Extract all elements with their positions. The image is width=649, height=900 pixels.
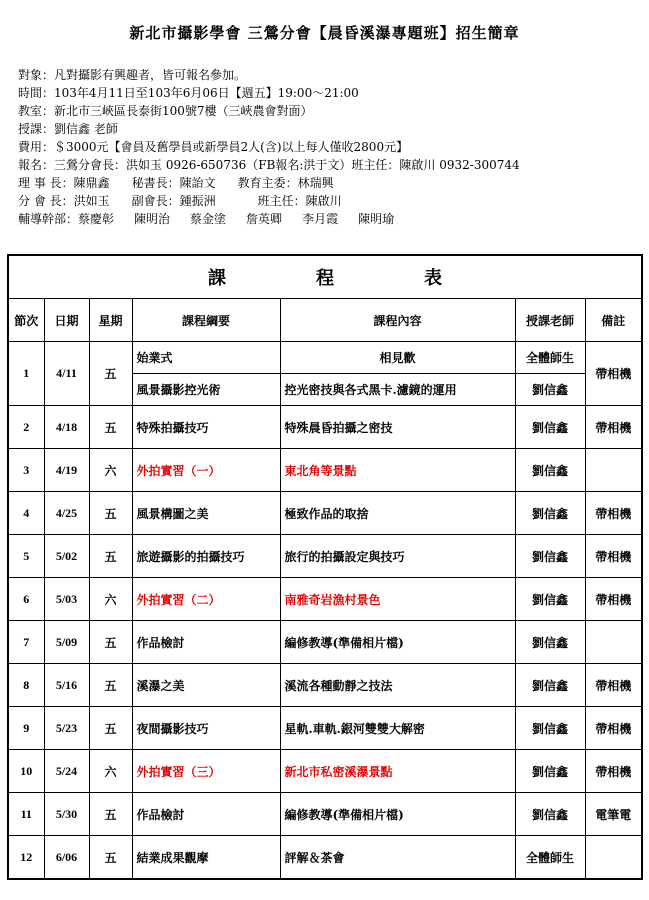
vice-head: 副會長：鍾振洲 bbox=[131, 194, 216, 208]
cell-session: 5 bbox=[8, 535, 44, 578]
table-caption bbox=[8, 255, 642, 299]
table-row bbox=[8, 836, 642, 880]
cell-teacher: 劉信鑫 bbox=[515, 535, 585, 578]
cell-outline: 外拍實習（二） bbox=[132, 578, 280, 621]
cell-session: 2 bbox=[8, 406, 44, 449]
cell-date: 4/11 bbox=[44, 342, 89, 406]
cell-content: 相見歡 bbox=[280, 342, 515, 374]
cell-weekday: 五 bbox=[89, 664, 132, 707]
mentor: 詹英卿 bbox=[246, 212, 283, 226]
table-row bbox=[8, 535, 642, 578]
cell-weekday: 五 bbox=[89, 621, 132, 664]
cell-outline: 特殊拍攝技巧 bbox=[132, 406, 280, 449]
mentor: 陳明治 bbox=[134, 212, 171, 226]
branch-head: 分 會 長：洪如玉 bbox=[18, 194, 110, 208]
caption-char: 程 bbox=[316, 268, 335, 289]
mentor: 陳明瑜 bbox=[358, 212, 395, 226]
cell-outline: 旅遊攝影的拍攝技巧 bbox=[132, 535, 280, 578]
cell-note: 帶相機 bbox=[585, 492, 642, 535]
cell-session: 9 bbox=[8, 707, 44, 750]
cell-session: 4 bbox=[8, 492, 44, 535]
class-director: 班主任：陳啟川 bbox=[257, 194, 342, 208]
classroom-line: 教室：新北市三峽區長泰街100號7樓（三峽農會對面） bbox=[18, 104, 313, 118]
cell-date: 4/18 bbox=[44, 406, 89, 449]
cell-outline: 結業成果觀摩 bbox=[132, 836, 280, 880]
cell-note: 帶相機 bbox=[585, 707, 642, 750]
cell-date: 5/16 bbox=[44, 664, 89, 707]
staff-line-3 bbox=[18, 210, 638, 228]
teacher-line: 授課：劉信鑫 老師 bbox=[18, 122, 118, 136]
table-row bbox=[8, 449, 642, 492]
cell-note: 帶相機 bbox=[585, 578, 642, 621]
cell-content: 南雅奇岩漁村景色 bbox=[280, 578, 515, 621]
cell-teacher: 劉信鑫 bbox=[515, 374, 585, 406]
cell-teacher: 劉信鑫 bbox=[515, 621, 585, 664]
header-teacher: 授課老師 bbox=[515, 299, 585, 342]
mentor-label: 輔導幹部：蔡慶彰 bbox=[18, 212, 115, 226]
cell-content: 星軌.車軌.銀河雙雙大解密 bbox=[280, 707, 515, 750]
cell-weekday: 五 bbox=[89, 793, 132, 836]
cell-weekday: 六 bbox=[89, 449, 132, 492]
cell-date: 5/09 bbox=[44, 621, 89, 664]
cell-note: 帶相機 bbox=[585, 406, 642, 449]
cell-note: 帶相機 bbox=[585, 750, 642, 793]
cell-teacher: 劉信鑫 bbox=[515, 449, 585, 492]
cell-outline: 溪瀑之美 bbox=[132, 664, 280, 707]
cell-weekday: 六 bbox=[89, 578, 132, 621]
cell-weekday: 五 bbox=[89, 342, 132, 406]
cell-teacher: 劉信鑫 bbox=[515, 492, 585, 535]
cell-outline: 夜間攝影技巧 bbox=[132, 707, 280, 750]
cell-date: 5/02 bbox=[44, 535, 89, 578]
cell-teacher: 劉信鑫 bbox=[515, 406, 585, 449]
staff-line-2 bbox=[18, 192, 638, 210]
table-row bbox=[8, 492, 642, 535]
cell-session: 1 bbox=[8, 342, 44, 406]
table-row bbox=[8, 707, 642, 750]
cell-note: 電筆電 bbox=[585, 793, 642, 836]
cell-content: 新北市私密溪瀑景點 bbox=[280, 750, 515, 793]
header-content: 課程內容 bbox=[280, 299, 515, 342]
cell-date: 5/03 bbox=[44, 578, 89, 621]
cell-content: 旅行的拍攝設定與技巧 bbox=[280, 535, 515, 578]
header-session: 節次 bbox=[8, 299, 44, 342]
cell-content: 控光密技與各式黑卡.濾鏡的運用 bbox=[280, 374, 515, 406]
cell-session: 8 bbox=[8, 664, 44, 707]
header-date: 日期 bbox=[44, 299, 89, 342]
table-row bbox=[8, 406, 642, 449]
cell-session: 11 bbox=[8, 793, 44, 836]
cell-session: 6 bbox=[8, 578, 44, 621]
cell-note bbox=[585, 621, 642, 664]
cell-content: 特殊晨昏拍攝之密技 bbox=[280, 406, 515, 449]
cell-session: 3 bbox=[8, 449, 44, 492]
table-row bbox=[8, 793, 642, 836]
course-schedule-table bbox=[7, 254, 643, 880]
cell-session: 12 bbox=[8, 836, 44, 880]
cell-date: 5/24 bbox=[44, 750, 89, 793]
header-weekday: 星期 bbox=[89, 299, 132, 342]
cell-teacher: 全體師生 bbox=[515, 836, 585, 880]
table-header-row bbox=[8, 299, 642, 342]
cell-date: 4/25 bbox=[44, 492, 89, 535]
cell-outline: 作品檢討 bbox=[132, 621, 280, 664]
cell-note: 帶相機 bbox=[585, 535, 642, 578]
document-title: 新北市攝影學會 三鶯分會【晨昏溪瀑專題班】招生簡章 bbox=[129, 24, 520, 42]
staff-line-1 bbox=[18, 174, 638, 192]
table-row bbox=[8, 578, 642, 621]
cell-teacher: 劉信鑫 bbox=[515, 707, 585, 750]
cell-teacher: 劉信鑫 bbox=[515, 578, 585, 621]
header-outline: 課程綱要 bbox=[132, 299, 280, 342]
cell-outline: 風景攝影控光術 bbox=[132, 374, 280, 406]
table-row bbox=[8, 342, 642, 374]
caption-char: 表 bbox=[424, 268, 443, 289]
cell-date: 6/06 bbox=[44, 836, 89, 880]
table-row bbox=[8, 621, 642, 664]
cell-teacher: 劉信鑫 bbox=[515, 793, 585, 836]
cell-content: 評解＆茶會 bbox=[280, 836, 515, 880]
cell-weekday: 五 bbox=[89, 535, 132, 578]
header-note: 備註 bbox=[585, 299, 642, 342]
cell-date: 4/19 bbox=[44, 449, 89, 492]
mentor: 李月霞 bbox=[302, 212, 339, 226]
cell-note: 帶相機 bbox=[585, 664, 642, 707]
cell-session: 7 bbox=[8, 621, 44, 664]
cell-teacher: 劉信鑫 bbox=[515, 750, 585, 793]
cell-teacher: 劉信鑫 bbox=[515, 664, 585, 707]
cell-session: 10 bbox=[8, 750, 44, 793]
signup-line: 報名：三鶯分會長：洪如玉 0926-650736（FB報名:洪于文）班主任：陳啟川 0932-300744 bbox=[18, 158, 520, 172]
table-row bbox=[8, 664, 642, 707]
time-line: 時間：103年4月11日至103年6月06日【週五】19:00～21:00 bbox=[18, 86, 359, 100]
cell-outline: 作品檢討 bbox=[132, 793, 280, 836]
cell-outline: 外拍實習（一） bbox=[132, 449, 280, 492]
education-chair: 教育主委：林瑞興 bbox=[237, 176, 334, 190]
cell-weekday: 六 bbox=[89, 750, 132, 793]
cell-content: 編修教導(準備相片檔) bbox=[280, 793, 515, 836]
cell-outline: 風景構圖之美 bbox=[132, 492, 280, 535]
fee-line: 費用：＄3000元【會員及舊學員或新學員2人(含)以上每人僅收2800元】 bbox=[18, 140, 409, 154]
cell-content: 極致作品的取捨 bbox=[280, 492, 515, 535]
cell-outline: 外拍實習（三） bbox=[132, 750, 280, 793]
cell-weekday: 五 bbox=[89, 406, 132, 449]
cell-date: 5/23 bbox=[44, 707, 89, 750]
mentor: 蔡金塗 bbox=[190, 212, 227, 226]
info-section bbox=[18, 66, 638, 228]
cell-weekday: 五 bbox=[89, 707, 132, 750]
cell-weekday: 五 bbox=[89, 836, 132, 880]
cell-note bbox=[585, 836, 642, 880]
table-row bbox=[8, 750, 642, 793]
chairman: 理 事 長：陳鼎鑫 bbox=[18, 176, 110, 190]
cell-teacher: 全體師生 bbox=[515, 342, 585, 374]
target-line: 對象：凡對攝影有興趣者，皆可報名參加。 bbox=[18, 68, 247, 82]
caption-char: 課 bbox=[208, 268, 227, 289]
table-caption-row bbox=[8, 255, 642, 299]
cell-content: 東北角等景點 bbox=[280, 449, 515, 492]
cell-weekday: 五 bbox=[89, 492, 132, 535]
cell-note bbox=[585, 449, 642, 492]
cell-date: 5/30 bbox=[44, 793, 89, 836]
cell-content: 編修教導(準備相片檔) bbox=[280, 621, 515, 664]
cell-outline: 始業式 bbox=[132, 342, 280, 374]
secretary: 秘書長：陳詒文 bbox=[131, 176, 216, 190]
cell-content: 溪流各種動靜之技法 bbox=[280, 664, 515, 707]
cell-note: 帶相機 bbox=[585, 342, 642, 406]
